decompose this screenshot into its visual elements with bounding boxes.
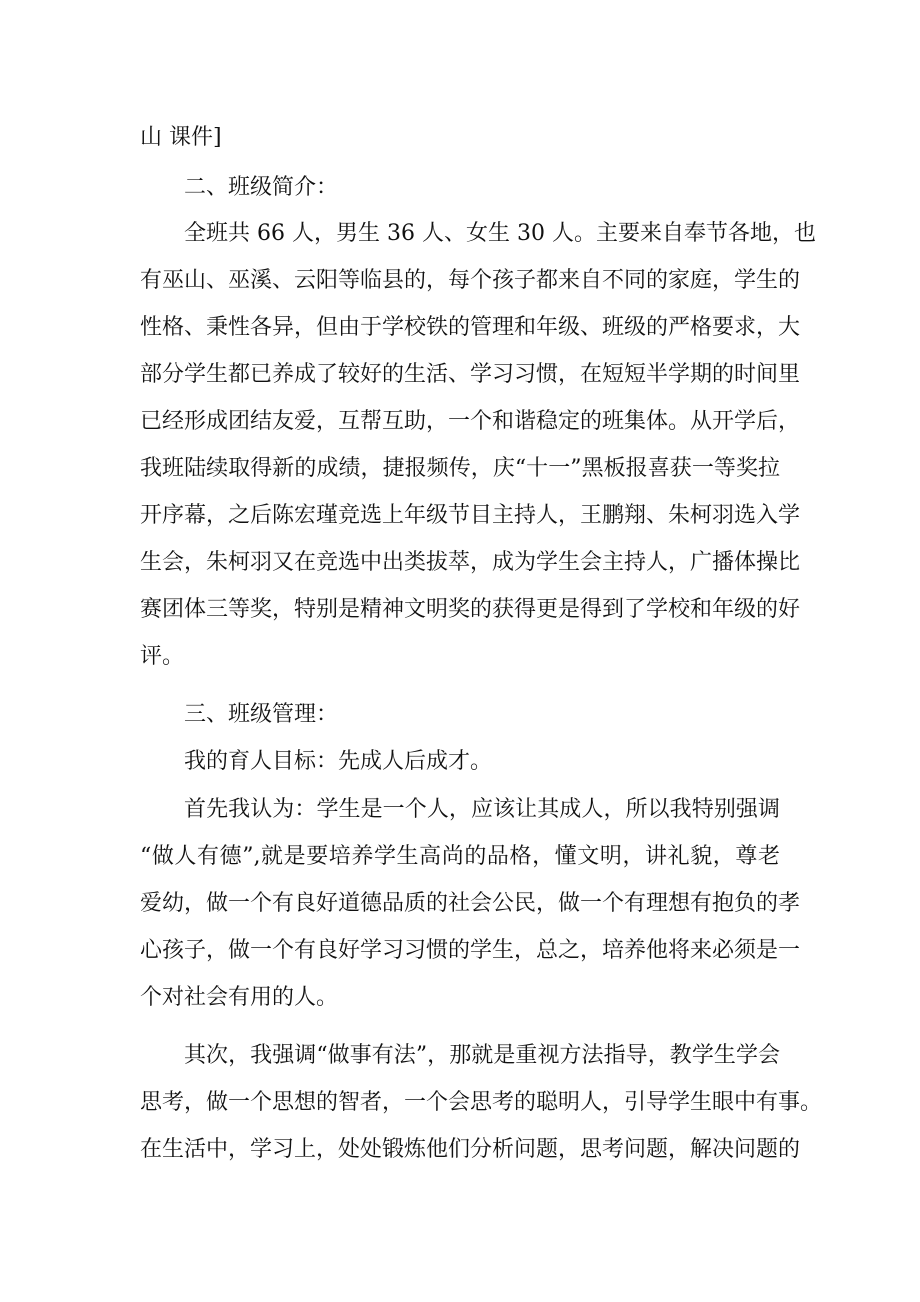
- paragraph-line: 已经形成团结友爱，互帮互助，一个和谐稳定的班集体。从开学后，: [140, 409, 801, 434]
- paragraph-line: 评。: [140, 644, 185, 669]
- fragment-line: 山 课件]: [140, 125, 222, 150]
- paragraph-line: 在生活中，学习上，处处锻炼他们分析问题，思考问题，解决问题的: [140, 1137, 801, 1162]
- paragraph-line: 开序幕，之后陈宏瑾竞选上年级节目主持人，王鹏翔、朱柯羽选入学: [140, 503, 801, 528]
- paragraph-line: 赛团体三等奖，特别是精神文明奖的获得更是得到了学校和年级的好: [140, 597, 801, 622]
- section-heading-class-management: 三、班级管理：: [184, 702, 339, 727]
- paragraph-line: 思考，做一个思想的智者，一个会思考的聪明人，引导学生眼中有事。: [140, 1090, 823, 1115]
- paragraph-line: 首先我认为：学生是一个人，应该让其成人，所以我特别强调: [184, 797, 780, 822]
- paragraph-line: “做人有德”,就是要培养学生高尚的品格，懂文明，讲礼貌，尊老: [140, 844, 780, 869]
- paragraph-line: 其次，我强调“做事有法”，那就是重视方法指导，教学生学会: [184, 1043, 780, 1068]
- paragraph-line: 爱幼，做一个有良好道德品质的社会公民，做一个有理想有抱负的孝: [140, 891, 801, 916]
- paragraph-line: 性格、秉性各异，但由于学校铁的管理和年级、班级的严格要求，大: [140, 315, 801, 340]
- paragraph-line: 心孩子，做一个有良好学习习惯的学生，总之，培养他将来必须是一: [140, 938, 801, 963]
- paragraph-line: 个对社会有用的人。: [140, 985, 339, 1010]
- paragraph-line: 生会，朱柯羽又在竞选中出类拔萃，成为学生会主持人，广播体操比: [140, 550, 801, 575]
- paragraph-line: 全班共 66 人，男生 36 人、女生 30 人。主要来自奉节各地，也: [184, 221, 816, 246]
- paragraph-line: 部分学生都已养成了较好的生活、学习习惯，在短短半学期的时间里: [140, 362, 801, 387]
- paragraph-line: 我班陆续取得新的成绩，捷报频传，庆“十一”黑板报喜获一等奖拉: [140, 456, 780, 481]
- section-heading-class-intro: 二、班级简介：: [184, 175, 339, 200]
- goal-line: 我的育人目标：先成人后成才。: [184, 749, 493, 774]
- paragraph-line: 有巫山、巫溪、云阳等临县的，每个孩子都来自不同的家庭，学生的: [140, 268, 801, 293]
